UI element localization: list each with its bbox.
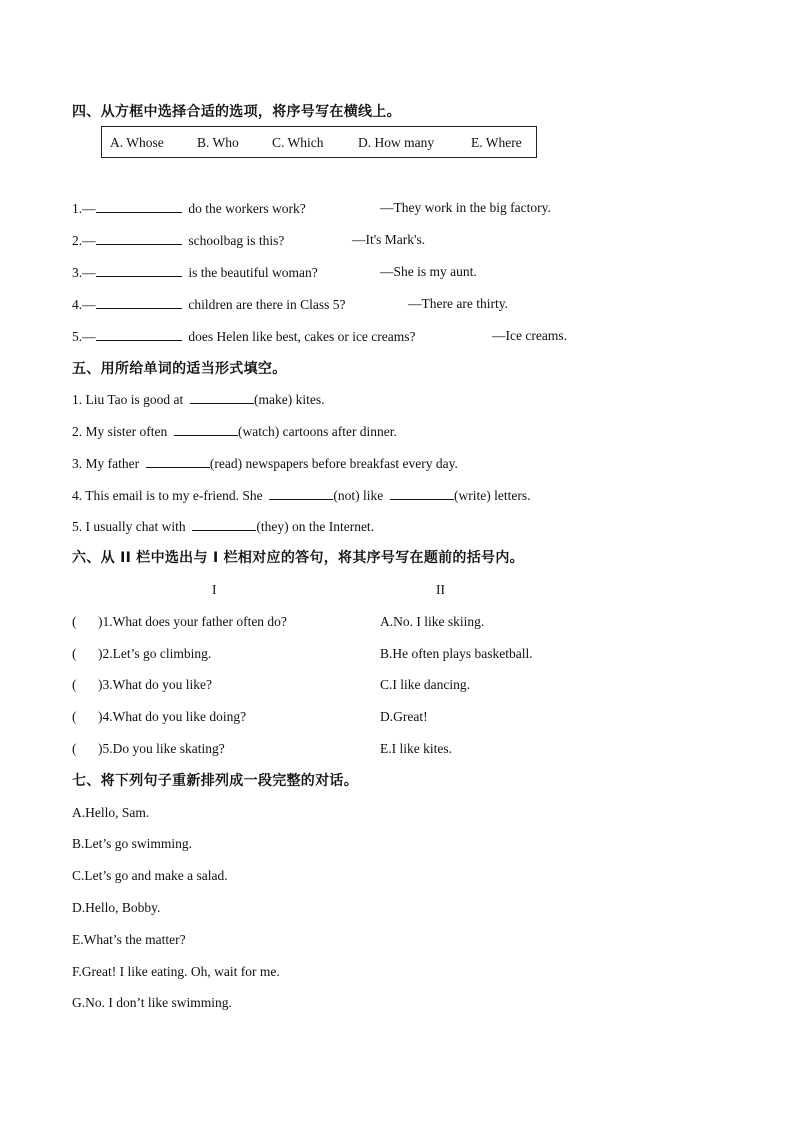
- fill-item-text: 5. I usually chat with: [72, 519, 186, 534]
- fill-item-hint: (read) newspapers before breakfast every day.: [209, 456, 458, 471]
- section-7-heading: 七、将下列句子重新排列成一段完整的对话。: [72, 773, 358, 789]
- fill-item-hint: (watch) cartoons after dinner.: [238, 424, 397, 439]
- question-row: [72, 296, 345, 313]
- answer-blank[interactable]: [96, 328, 182, 341]
- question-answer: —She is my aunt.: [380, 264, 477, 279]
- answer-blank[interactable]: [96, 264, 182, 277]
- fill-item-text: 1. Liu Tao is good at: [72, 392, 184, 407]
- section-4-heading: 四、从方框中选择合适的选项，将序号写在横线上。: [72, 104, 401, 120]
- option-c: C. Which: [272, 135, 324, 150]
- fill-item-hint: (not) like: [333, 488, 384, 503]
- matching-paren[interactable]: (: [72, 677, 77, 692]
- dialogue-line: C.Let’s go and make a salad.: [72, 868, 228, 883]
- matching-paren[interactable]: (: [72, 709, 77, 724]
- question-text: children are there in Class 5?: [188, 297, 346, 312]
- dialogue-line: E.What’s the matter?: [72, 932, 186, 947]
- matching-question: )3.What do you like?: [98, 677, 212, 692]
- question-number: 2.—: [72, 233, 96, 248]
- question-row: [72, 232, 284, 249]
- fill-item: [72, 487, 530, 504]
- fill-blank[interactable]: [269, 487, 333, 500]
- matching-paren[interactable]: (: [72, 614, 77, 629]
- matching-question: )5.Do you like skating?: [98, 741, 225, 756]
- fill-item: [72, 518, 374, 535]
- question-number: 4.—: [72, 297, 96, 312]
- dialogue-line: G.No. I don’t like swimming.: [72, 995, 232, 1010]
- fill-item-hint: (make) kites.: [254, 392, 325, 407]
- matching-answer: E.I like kites.: [380, 741, 452, 756]
- question-number: 3.—: [72, 265, 96, 280]
- dialogue-line: A.Hello, Sam.: [72, 805, 150, 820]
- matching-paren[interactable]: (: [72, 741, 77, 756]
- matching-answer: A.No. I like skiing.: [380, 614, 485, 629]
- question-row: [72, 328, 416, 345]
- matching-question: )1.What does your father often do?: [98, 614, 287, 629]
- question-answer: —There are thirty.: [408, 296, 508, 311]
- question-answer: —It's Mark's.: [352, 232, 426, 247]
- question-row: [72, 200, 306, 217]
- matching-answer: B.He often plays basketball.: [380, 646, 533, 661]
- matching-paren[interactable]: (: [72, 646, 77, 661]
- section-6-heading: 六、从 II 栏中选出与 I 栏相对应的答句，将其序号写在题前的括号内。: [72, 550, 524, 566]
- fill-item: [72, 391, 325, 408]
- fill-item: [72, 455, 458, 472]
- question-answer: —They work in the big factory.: [380, 200, 551, 215]
- question-answer: —Ice creams.: [492, 328, 567, 343]
- fill-item-text: 3. My father: [72, 456, 140, 471]
- fill-blank[interactable]: [390, 487, 454, 500]
- dialogue-line: F.Great! I like eating. Oh, wait for me.: [72, 964, 280, 979]
- option-d: D. How many: [358, 135, 435, 150]
- matching-answer: C.I like dancing.: [380, 677, 470, 692]
- question-text: is the beautiful woman?: [188, 265, 318, 280]
- column-i-header: I: [212, 582, 217, 597]
- question-number: 1.—: [72, 201, 96, 216]
- answer-blank[interactable]: [96, 200, 182, 213]
- question-row: [72, 264, 318, 281]
- question-text: does Helen like best, cakes or ice creams?: [188, 329, 416, 344]
- fill-blank[interactable]: [192, 518, 256, 531]
- option-a: A. Whose: [110, 135, 164, 150]
- fill-item-hint: (they) on the Internet.: [256, 519, 375, 534]
- dialogue-line: B.Let’s go swimming.: [72, 836, 193, 851]
- section-5-heading: 五、用所给单词的适当形式填空。: [72, 361, 287, 377]
- fill-item-hint: (write) letters.: [453, 488, 531, 503]
- option-b: B. Who: [197, 135, 239, 150]
- fill-blank[interactable]: [190, 391, 254, 404]
- matching-question: )2.Let’s go climbing.: [98, 646, 212, 661]
- matching-question: )4.What do you like doing?: [98, 709, 247, 724]
- question-text: do the workers work?: [188, 201, 306, 216]
- question-text: schoolbag is this?: [188, 233, 285, 248]
- fill-blank[interactable]: [174, 423, 238, 436]
- fill-item-text: 4. This email is to my e-friend. She: [72, 488, 263, 503]
- question-number: 5.—: [72, 329, 96, 344]
- fill-item-text: 2. My sister often: [72, 424, 168, 439]
- column-ii-header: II: [436, 582, 445, 597]
- answer-blank[interactable]: [96, 296, 182, 309]
- option-e: E. Where: [471, 135, 522, 150]
- matching-answer: D.Great!: [380, 709, 428, 724]
- fill-blank[interactable]: [146, 455, 210, 468]
- dialogue-line: D.Hello, Bobby.: [72, 900, 161, 915]
- options-box: [101, 126, 537, 158]
- answer-blank[interactable]: [96, 232, 182, 245]
- fill-item: [72, 423, 397, 440]
